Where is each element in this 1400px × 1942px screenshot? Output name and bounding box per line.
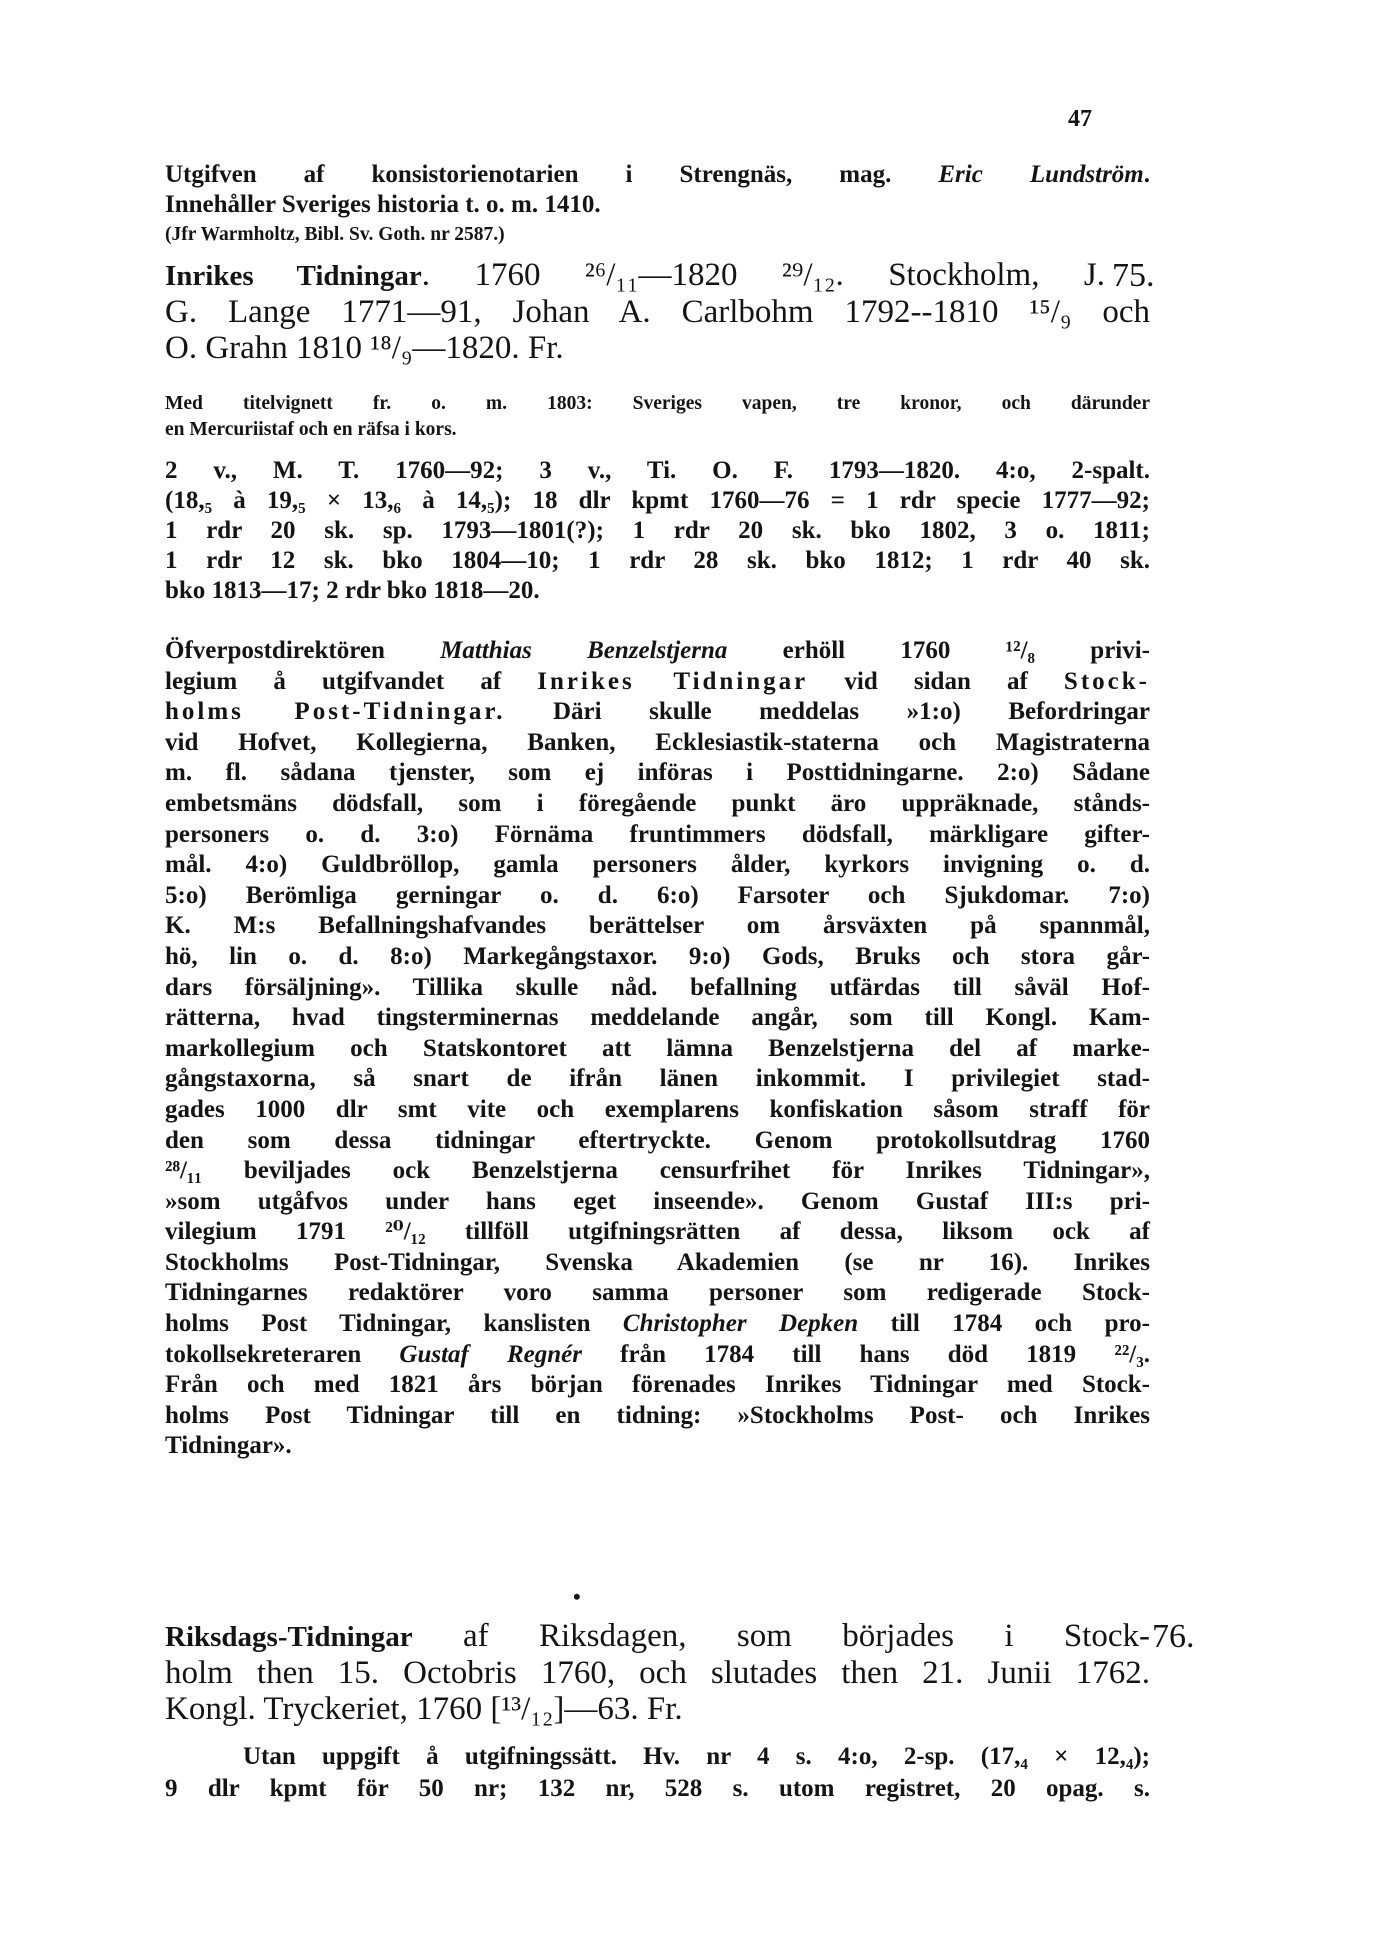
entry-75-description [165,456,1150,606]
para-line: Stockholms Post-Tidningar, Svenska Akademien (se nr 16). Inrikes [165,1248,1150,1276]
entry-76-description [165,1741,1150,1805]
para-line: Öfverpostdirektören Matthias Benzelstjerna erhöll 1760 ¹²/₈ privi- [165,637,1151,664]
desc-line: 2 v., M. T. 1760—92; 3 v., Ti. O. F. 1793—1820. 4:o, 2-spalt. [165,457,1150,484]
person-name: Christopher Depken [622,1310,859,1338]
intro-line: Utgifven af konsistorienotarien i Strengnäs, mag. Eric Lundström. [165,161,1151,188]
stray-dot: • [573,1584,581,1609]
para-line: gångstaxorna, så snart de ifrån länen inkommit. I privilegiet stad- [165,1065,1150,1093]
para-line: hö, lin o. d. 8:o) Markegångstaxor. 9:o) Gods, Bruks och stora går- [165,942,1150,970]
entry-header-line: holm then 15. Octobris 1760, och slutades then 21. Junii 1762. [165,1655,1150,1691]
para-line: »som utgåfvos under hans eget inseende». Genom Gustaf III:s pri- [165,1187,1150,1215]
entry-number-75: 75. [1112,257,1155,294]
para-line: ²⁸/₁₁ beviljades ock Benzelstjerna censurfrihet för Inrikes Tidningar», [165,1157,1150,1185]
intro-block [165,160,1150,220]
person-name: Gustaf Regnér [399,1340,583,1368]
entry-header-line: G. Lange 1771—91, Johan A. Carlbohm 1792--1810 ¹⁵/₉ och [165,294,1150,330]
para-line: m. fl. sådana tjenster, som ej införas i Posttidningarne. 2:o) Sådane [165,759,1150,787]
para-line: den som dessa tidningar eftertryckte. Genom protokollsutdrag 1760 [165,1126,1150,1154]
para-line: rätterna, hvad tingsterminernas meddelande angår, som till Kongl. Kam- [165,1004,1150,1032]
desc-line: bko 1813—17; 2 rdr bko 1818—20. [165,577,540,604]
entry-75-header [165,257,1150,366]
entry-header-line: Riksdags-Tidningar af Riksdagen, som börjades i Stock- [165,1618,1150,1654]
para-line: mål. 4:o) Guldbröllop, gamla personers ålder, kyrkors invigning o. d. [165,851,1150,879]
entry-title: Riksdags-Tidningar [165,1621,413,1653]
para-line: embetsmäns dödsfall, som i föregående punkt äro uppräknade, stånds- [165,789,1150,817]
entry-header-line: O. Grahn 1810 ¹⁸/₉—1820. Fr. [165,330,564,366]
entry-number-76: 76. [1152,1618,1195,1655]
note-line: Med titelvignett fr. o. m. 1803: Sveriges vapen, tre kronor, och därunder [165,393,1150,414]
para-line: 5:o) Berömliga gerningar o. d. 6:o) Farsoter och Sjukdomar. 7:o) [165,881,1150,909]
person-name: Matthias Benzelstjerna [440,637,728,664]
entry-75-note [165,391,1150,443]
para-line: holms Post-Tidningar. Däri skulle meddelas »1:o) Befordringar [165,698,1150,726]
para-line: vilegium 1791 ²⁰/₁₂ tillföll utgifningsrätten af dessa, liksom ock af [165,1218,1150,1246]
person-name: Eric Lundström [938,161,1144,188]
para-line: Tidningar». [165,1432,292,1460]
para-line: holms Post Tidningar, kanslisten Christopher Depken till 1784 och pro- [165,1310,1151,1338]
desc-line: 9 dlr kpmt för 50 nr; 132 nr, 528 s. utom registret, 20 opag. s. [165,1775,1150,1802]
entry-75-paragraph [165,636,1150,1462]
desc-line: 1 rdr 20 sk. sp. 1793—1801(?); 1 rdr 20 sk. bko 1802, 3 o. 1811; [165,517,1150,544]
entry-title: Inrikes Tidningar [165,260,422,292]
para-line: tokollsekreteraren Gustaf Regnér från 1784 till hans död 1819 ²²/₃. [165,1340,1151,1368]
para-line: legium å utgifvandet af Inrikes Tidningar vid sidan af Stock- [165,667,1150,695]
intro-reference [165,222,1150,248]
para-line: gades 1000 dlr smt vite och exemplarens konfiskation såsom straff för [165,1095,1150,1123]
reference-line: (Jfr Warmholtz, Bibl. Sv. Goth. nr 2587.) [165,224,505,245]
entry-header-line: Inrikes Tidningar. 1760 ²⁶/₁₁—1820 ²⁹/₁₂. Stockholm, J. [165,257,1105,293]
entry-header-line: Kongl. Tryckeriet, 1760 [¹³/₁₂]—63. Fr. [165,1691,683,1727]
intro-line: Innehåller Sveriges historia t. o. m. 1410. [165,191,601,218]
para-line: markollegium och Statskontoret att lämna Benzelstjerna del af marke- [165,1034,1150,1062]
desc-line: (18,₅ à 19,₅ × 13,₆ à 14,₅); 18 dlr kpmt 1760—76 = 1 rdr specie 1777—92; [165,487,1150,514]
entry-76-header [165,1618,1150,1727]
para-line: vid Hofvet, Kollegierna, Banken, Ecklesiastik-staterna och Magistraterna [165,728,1150,756]
para-line: personers o. d. 3:o) Förnäma fruntimmers dödsfall, märkligare gifter- [165,820,1150,848]
para-line: Tidningarnes redaktörer voro samma personer som redigerade Stock- [165,1279,1150,1307]
note-line: en Mercuriistaf och en räfsa i kors. [165,419,457,440]
desc-line: 1 rdr 12 sk. bko 1804—10; 1 rdr 28 sk. bko 1812; 1 rdr 40 sk. [165,547,1150,574]
para-line: K. M:s Befallningshafvandes berättelser om årsväxten på spannmål, [165,912,1150,940]
page-number: 47 [1068,106,1092,132]
desc-line: Utan uppgift å utgifningssätt. Hv. nr 4 s. 4:o, 2-sp. (17,₄ × 12,₄); [243,1743,1150,1770]
para-line: holms Post Tidningar till en tidning: »Stockholms Post- och Inrikes [165,1401,1150,1429]
para-line: Från och med 1821 års början förenades Inrikes Tidningar med Stock- [165,1371,1150,1399]
para-line: dars försäljning». Tillika skulle nåd. befallning utfärdas till såväl Hof- [165,973,1150,1001]
